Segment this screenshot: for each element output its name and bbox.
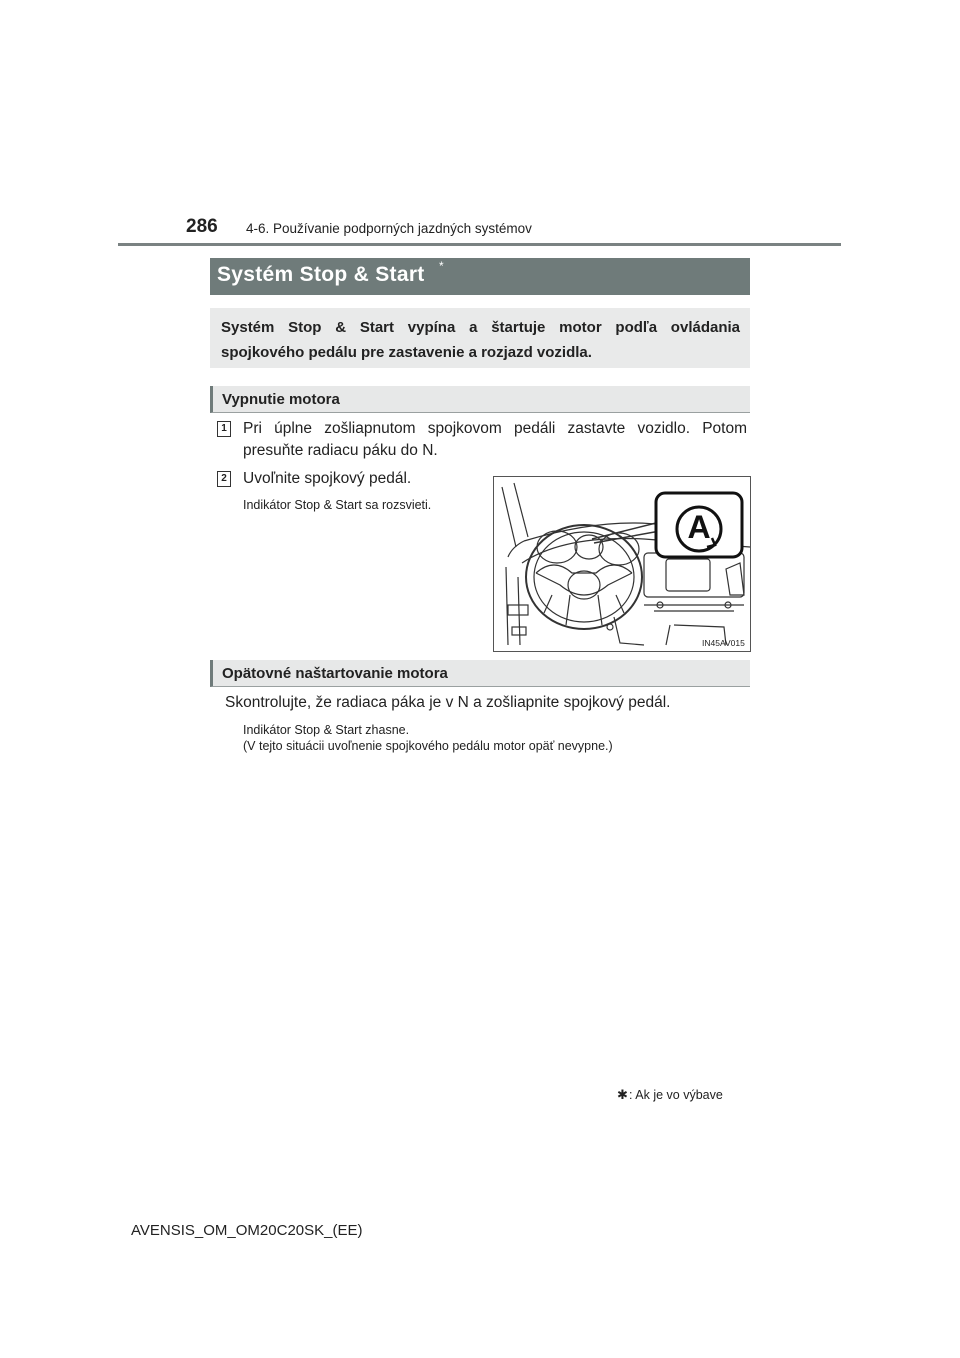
intro-text: Systém Stop & Start vypína a štartuje motor podľa ovládania spojkového pedálu pre zastavenie a rozjazd vozidla. xyxy=(221,319,740,361)
page-number: 286 xyxy=(186,216,218,237)
dashboard-illustration xyxy=(493,476,751,652)
section-title: Systém Stop & Start xyxy=(217,263,425,286)
footnote-asterisk-icon: ✱ xyxy=(617,1087,628,1102)
figure-code: IN45AV015 xyxy=(702,638,745,648)
restart-instruction: Skontrolujte, že radiaca páka je v N a zošliapnite spojkový pedál. xyxy=(225,694,671,711)
document-id: AVENSIS_OM_OM20C20SK_(EE) xyxy=(131,1222,363,1239)
restart-note-2: (V tejto situácii uvoľnenie spojkového pedálu motor opäť nevypne.) xyxy=(243,739,613,753)
footnote-text: : Ak je vo výbave xyxy=(629,1088,723,1102)
chapter-title: 4-6. Používanie podporných jazdných systémov xyxy=(246,221,532,236)
step-number-1: 1 xyxy=(217,421,231,437)
header-divider xyxy=(118,243,841,246)
dashboard-drawing xyxy=(494,477,750,651)
step-number-2: 2 xyxy=(217,471,231,487)
callout-letter: A xyxy=(687,509,711,545)
step-1-text-line2: presuňte radiacu páku do N. xyxy=(243,442,438,459)
step-2-note: Indikátor Stop & Start sa rozsvieti. xyxy=(243,498,432,512)
subsection-heading-shutdown: Vypnutie motora xyxy=(222,391,340,408)
step-2-text: Uvoľnite spojkový pedál. xyxy=(243,470,412,487)
subsection-heading-restart: Opätovné naštartovanie motora xyxy=(222,665,448,682)
restart-note-1: Indikátor Stop & Start zhasne. xyxy=(243,723,410,737)
title-asterisk: * xyxy=(439,259,444,273)
step-1-text-line1: Pri úplne zošliapnutom spojkovom pedáli zastavte vozidlo. Potom xyxy=(243,420,747,437)
